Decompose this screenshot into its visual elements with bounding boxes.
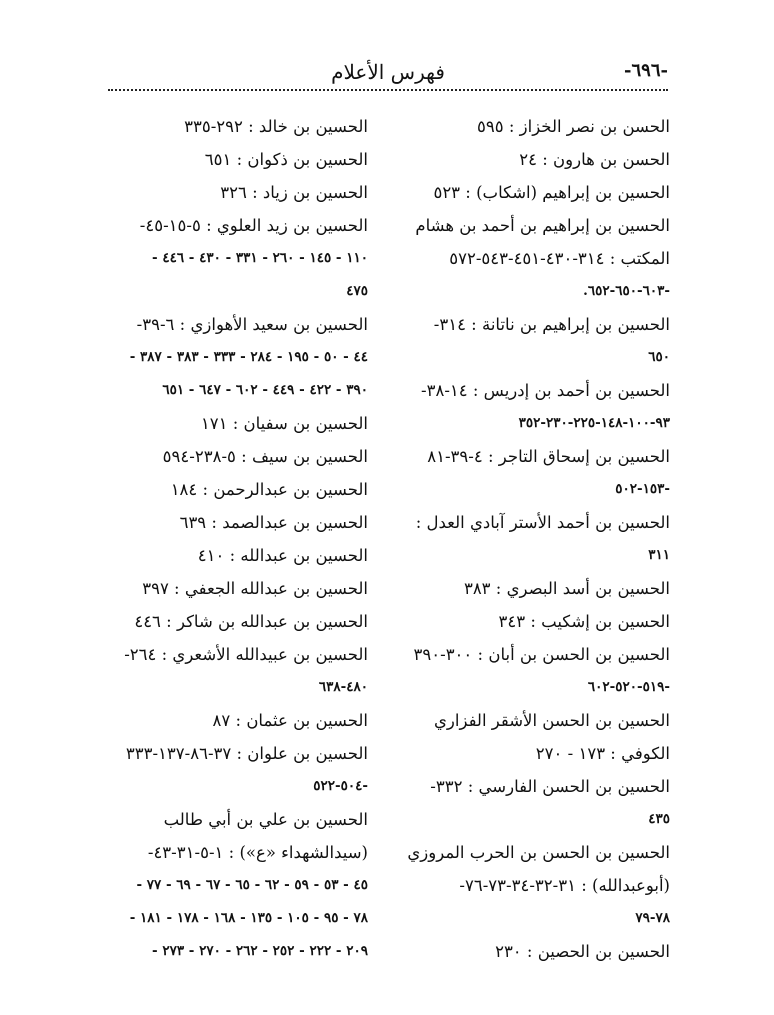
index-page-refs-line: ٧٨ - ٩٥ - ١٠٥ - ١٣٥ - ١٦٨ - ١٧٨ - ١٨١ - [129,910,368,926]
index-entry-line: الحسين بن الحصين : ٢٣٠ [495,942,670,961]
index-entry-line: الحسين بن الحسن بن الحرب المروزي [407,843,670,862]
index-page-refs-line: ٦٥٠ [648,349,670,365]
index-entry-line: الحسين بن الحسن بن أبان : ٣٠٠-٣٩٠ [413,645,670,664]
index-entry-line: المكتب : ٣١٤-٤٣٠-٤٥١-٥٤٣-٥٧٢ [449,249,670,268]
index-entry-line: الحسين بن سعيد الأهوازي : ٦-٣٩- [136,315,368,334]
index-page-refs-line: ٣١١ [648,547,670,563]
index-page-refs-line: ٤٥ - ٥٣ - ٥٩ - ٦٢ - ٦٥ - ٦٧ - ٦٩ - ٧٧ - [136,877,368,893]
index-entry-line: الحسين بن خالد : ٢٩٢-٣٣٥ [184,117,368,136]
index-entry-line: الحسين بن عبدالرحمن : ١٨٤ [170,480,368,499]
index-column-right [408,110,670,968]
index-entry-line: الحسين بن علوان : ٣٧-٨٦-١٣٧-٣٣٣ [125,744,368,763]
index-entry-line: الحسين بن عبدالله بن شاكر : ٤٤٦ [134,612,368,631]
index-page-refs-line: ١١٠ - ١٤٥ - ٢٦٠ - ٣٣١ - ٤٣٠ - ٤٤٦ - [152,250,368,266]
index-entry-line: الحسين بن الحسن الفارسي : ٣٣٢- [430,777,670,796]
index-entry-line: (سيدالشهداء «ع») : ١-٥-٣١-٤٣- [147,843,368,862]
index-column-left [110,110,368,968]
index-entry-line: (أبوعبدالله) : ٣١-٣٢-٣٤-٧٣-٧٦- [459,876,670,895]
index-page-refs-line: -١٥٣-٥٠٢ [615,481,670,497]
index-entry-line: الحسين بن إبراهيم بن أحمد بن هشام [415,216,670,235]
header-divider [108,89,668,91]
index-page-refs-line: ٤٧٥ [346,283,368,299]
index-entry-line: الحسين بن أسد البصري : ٣٨٣ [463,579,670,598]
index-page-refs-line: ٩٣-١٠٠-١٤٨-٢٢٥-٢٣٠-٣٥٢ [518,415,670,431]
index-entry-line: الحسين بن عبدالله الجعفي : ٣٩٧ [142,579,368,598]
index-page-refs-line: ٤٣٥ [648,811,670,827]
index-entry-line: الحسين بن عبدالله : ٤١٠ [197,546,368,565]
index-entry-line: الحسين بن إبراهيم (اشكاب) : ٥٢٣ [433,183,670,202]
index-entry-line: الحسين بن علي بن أبي طالب [163,810,368,829]
index-page-refs-line: ٢٠٩ - ٢٢٢ - ٢٥٢ - ٢٦٢ - ٢٧٠ - ٢٧٣ - [152,943,368,959]
index-entry-line: الحسين بن إبراهيم بن ناتانة : ٣١٤- [433,315,670,334]
index-entry-line: الحسن بن نصر الخزاز : ٥٩٥ [477,117,670,136]
index-entry-line: الحسين بن زياد : ٣٢٦ [220,183,368,202]
index-entry-line: الحسين بن سفيان : ١٧١ [200,414,368,433]
index-entry-line: الحسين بن الحسن الأشقر الفزاري [434,711,670,730]
index-entry-line: الحسين بن إسحاق التاجر : ٤-٣٩-٨١ [427,447,670,466]
index-page-refs-line: -٥١٩-٥٢٠-٦٠٢ [587,679,670,695]
index-entry-line: الحسين بن عثمان : ٨٧ [212,711,368,730]
index-page-refs-line: -٦٠٣-٦٥٠-٦٥٢. [583,283,670,299]
index-page-refs-line: ٣٩٠ - ٤٢٢ - ٤٤٩ - ٦٠٢ - ٦٤٧ - ٦٥١ [162,382,368,398]
index-entry-line: الحسين بن إشكيب : ٣٤٣ [498,612,670,631]
page-header [108,50,668,90]
index-page-refs-line: ٤٤ - ٥٠ - ١٩٥ - ٢٨٤ - ٣٣٣ - ٣٨٣ - ٣٨٧ - [129,349,368,365]
index-entry-line: الكوفي : ١٧٣ - ٢٧٠ [535,744,670,763]
index-entry-line: الحسين بن أحمد الأستر آبادي العدل : [415,513,670,532]
page-number: -٦٩٦- [624,60,668,81]
index-entry-line: الحسين بن زيد العلوي : ٥-١٥-٤٥- [139,216,368,235]
index-page-refs-line: -٥٠٤-٥٢٢ [313,778,368,794]
page-title: فهرس الأعلام [331,60,445,84]
index-entry-line: الحسين بن أحمد بن إدريس : ١٤-٣٨- [421,381,670,400]
index-page-refs-line: ٤٨٠-٦٣٨ [318,679,368,695]
index-entry-line: الحسين بن عبيدالله الأشعري : ٢٦٤- [124,645,368,664]
index-entry-line: الحسين بن سيف : ٥-٢٣٨-٥٩٤ [162,447,368,466]
index-page-refs-line: ٧٨-٧٩ [635,910,670,926]
index-entry-line: الحسين بن ذكوان : ٦٥١ [204,150,368,169]
index-entry-line: الحسن بن هارون : ٢٤ [519,150,670,169]
index-entry-line: الحسين بن عبدالصمد : ٦٣٩ [179,513,368,532]
